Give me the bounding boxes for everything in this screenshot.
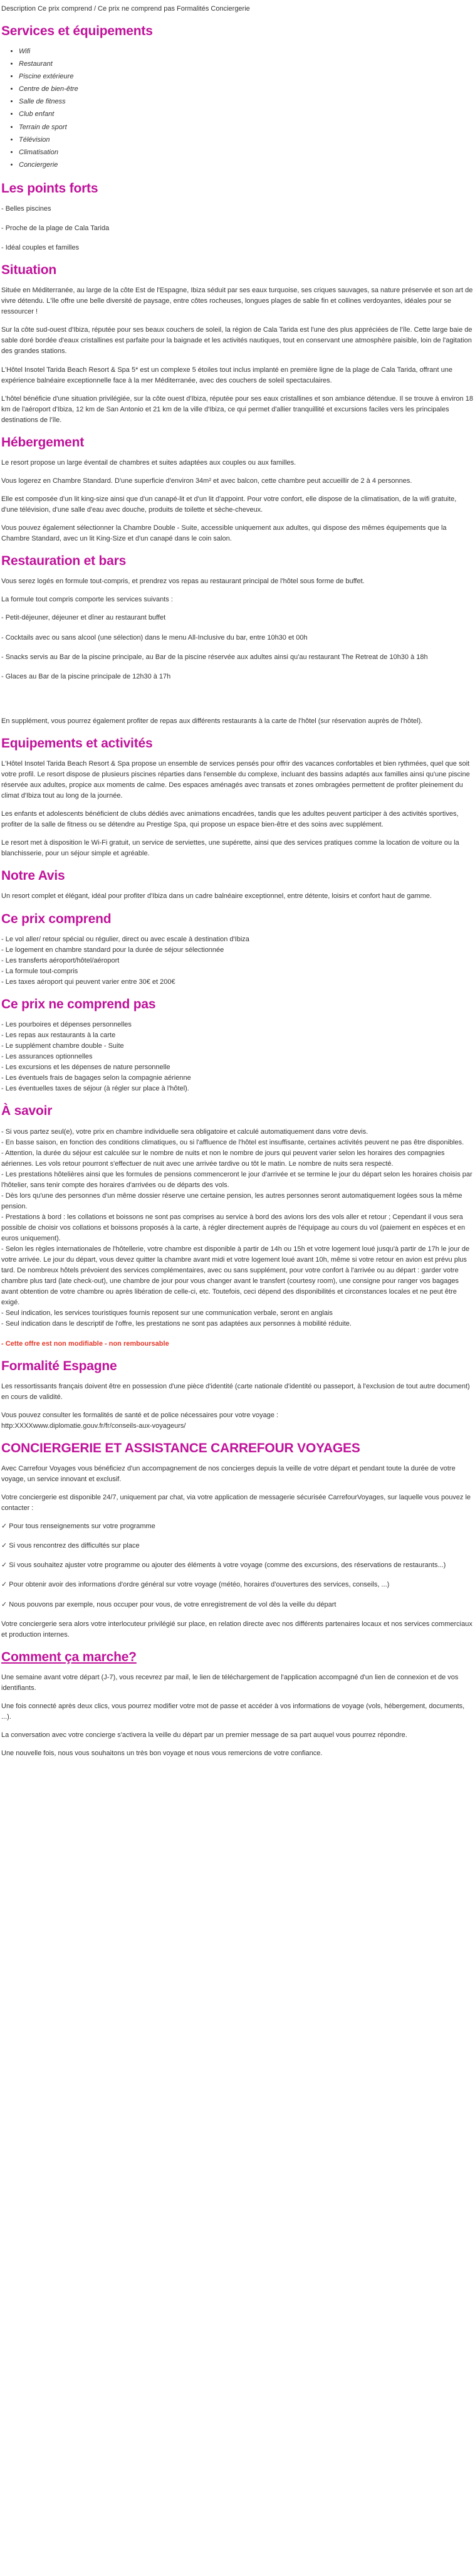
- list-item: • Piscine extérieure: [19, 71, 474, 82]
- services-title: Services et équipements: [1, 24, 153, 39]
- savoir-list: [1, 1127, 474, 1330]
- points-forts-title: Les points forts: [1, 181, 98, 196]
- list-item: • Club enfant: [19, 109, 474, 120]
- restauration-paragraph: La formule tout compris comporte les services suivants :: [1, 596, 173, 604]
- list-item: - Les prestations hôtelières ainsi que les formules de pensions commenceront le jour d'arrivée et se termine le jour du départ selon les horaires choisis par l'hôtelier, sans tenir compte des horaires d'arrivées ou de départs des vols.: [1, 1170, 472, 1189]
- list-item: - Le supplément chambre double - Suite: [1, 1042, 124, 1050]
- list-item: ✓ Nous pouvons par exemple, nous occuper pour vous, de votre enregistrement de vol dès la veille du départ: [1, 1600, 337, 1608]
- activites-title: Equipements et activités: [1, 736, 153, 751]
- list-item: ✓ Si vous rencontrez des difficultés sur place: [1, 1542, 140, 1550]
- list-item: • Conciergerie: [19, 160, 474, 171]
- list-item: - Cocktails avec ou sans alcool (une sélection) dans le menu All-Inclusive du bar, entre 10h30 et 00h: [1, 633, 308, 641]
- situation-title: Situation: [1, 263, 57, 278]
- hebergement-paragraph: Le resort propose un large éventail de chambres et suites adaptées aux couples ou aux familles.: [1, 458, 296, 467]
- services-list: [1, 46, 474, 170]
- list-item: - Attention, la durée du séjour est calculée sur le nombre de nuits et non le nombre de jours qui peuvent varier selon les horaires des compagnies aériennes. Les vols retour pourront s'effectuer de nuit avec une arrivée tardive ou tôt le matin. Le nombre de nuits sera respecté.: [1, 1149, 445, 1168]
- list-item: • Climatisation: [19, 147, 474, 158]
- non-refundable-warning: - Cette offre est non modifiable - non remboursable: [1, 1339, 169, 1348]
- formalite-title: Formalité Espagne: [1, 1358, 117, 1373]
- conciergerie-paragraph: Votre conciergerie est disponible 24/7, uniquement par chat, via votre application de messagerie sécurisée CarrefourVoyages, sur laquelle vous pouvez le contacter :: [1, 1494, 471, 1512]
- list-item: - Le vol aller/ retour spécial ou régulier, direct ou avec escale à destination d'Ibiza: [1, 935, 249, 943]
- list-item: • Restaurant: [19, 59, 474, 70]
- list-item: - Les excursions et les dépenses de nature personnelle: [1, 1064, 170, 1072]
- situation-paragraph: Située en Méditerranée, au large de la côte Est de l'Espagne, Ibiza séduit par ses eaux turquoise, ses criques sauvages, sa nature préservée et son art de vivre détendu. L'île offre une belle diversité de paysage, entre côtes rocheuses, longues plages de sable fin et collines verdoyantes, idéales pour se ressourcer !: [1, 287, 473, 316]
- activites-paragraph: Les enfants et adolescents bénéficient de clubs dédiés avec animations encadrées, tandis que les adultes peuvent participer à des activités sportives, profiter de la salle de fitness ou se détendre au Prestige Spa, qui propose un espace bien-être et des soins avec supplément.: [1, 810, 459, 829]
- comment-title: Comment ça marche?: [1, 1649, 137, 1664]
- list-item: - En basse saison, en fonction des conditions climatiques, ou si l'affluence de l'hôtel est insuffisante, certaines activités peuvent ne pas être disponibles.: [1, 1138, 464, 1146]
- conciergerie-paragraph: Avec Carrefour Voyages vous bénéficiez d'un accompagnement de nos concierges depuis la veille de votre départ et pendant toute la durée de votre voyage, un service innovant et exclusif.: [1, 1465, 456, 1484]
- hebergement-paragraph: Vous pouvez également sélectionner la Chambre Double - Suite, accessible uniquement aux adultes, qui dispose des mêmes équipements que la Chambre Standard, avec un lit King-Size et d'un canapé dans le coin salon.: [1, 524, 447, 543]
- spacer: [1, 691, 474, 716]
- list-item: • Terrain de sport: [19, 122, 474, 133]
- list-item: • Wifi: [19, 46, 474, 57]
- conciergerie-paragraph: Votre conciergerie sera alors votre interlocuteur privilégié sur place, en relation directe avec nos différents partenaires locaux et nos services commerciaux et production internes.: [1, 1620, 472, 1639]
- list-item: - Les pourboires et dépenses personnelles: [1, 1021, 132, 1029]
- list-item: - Idéal couples et familles: [1, 243, 80, 251]
- list-item: ✓ Si vous souhaitez ajuster votre programme ou ajouter des éléments à votre voyage (comme des excursions, des réservations de restaurants...): [1, 1561, 446, 1570]
- list-item: - Snacks servis au Bar de la piscine principale, au Bar de la piscine réservée aux adultes ainsi qu'au restaurant The Retreat de 10h30 à 18h: [1, 653, 428, 661]
- situation-paragraph: Sur la côte sud-ouest d'Ibiza, réputée pour ses beaux couchers de soleil, la région de Cala Tarida est l'une des plus appréciées de l'île. Cette large baie de sable doré bordée d'eaux cristallines est parfaite pour la baignade et les activités nautiques, tout en conservant une atmosphère paisible, loin de l'agitation des grandes stations.: [1, 326, 472, 356]
- comment-paragraph: Une nouvelle fois, nous vous souhaitons un très bon voyage et nous vous remercions de votre confiance.: [1, 1750, 323, 1758]
- avis-paragraph: Un resort complet et élégant, idéal pour profiter d'Ibiza dans un cadre balnéaire exceptionnel, entre détente, loisirs et confort haut de gamme.: [1, 892, 432, 900]
- list-item: - Les éventuelles taxes de séjour (à régler sur place à l'hôtel).: [1, 1085, 189, 1093]
- list-item: - Les taxes aéroport qui peuvent varier entre 30€ et 200€: [1, 978, 175, 986]
- list-item: - Seul indication dans le descriptif de l'offre, les prestations ne sont pas adaptées aux personnes à mobilité réduite.: [1, 1320, 352, 1328]
- savoir-title: À savoir: [1, 1104, 53, 1119]
- hebergement-paragraph: Elle est composée d'un lit king-size ainsi que d'un canapé-lit et d'un lit d'appoint. Pour votre confort, elle dispose de la climatisation, de la wifi gratuite, d'une télévision, d'une salle d'eau avec douche, produits de toilette et sèche-cheveux.: [1, 495, 457, 514]
- list-item: ✓ Pour obtenir avoir des informations d'ordre général sur votre voyage (météo, horaires d'ouvertures des services, conseils, ...): [1, 1581, 390, 1589]
- comment-paragraph: Une fois connecté après deux clics, vous pourrez modifier votre mot de passe et accéder à vos informations de voyage (vols, hébergement, documents, ...).: [1, 1702, 465, 1721]
- list-item: ✓ Pour tous renseignements sur votre programme: [1, 1523, 155, 1531]
- list-item: - Les repas aux restaurants à la carte: [1, 1032, 116, 1040]
- activites-paragraph: Le resort met à disposition le Wi-Fi gratuit, un service de serviettes, une supérette, ainsi que des services pratiques comme la location de voiture ou la blanchisserie, pour un séjour simple et agréable.: [1, 839, 459, 858]
- ne-comprend-title: Ce prix ne comprend pas: [1, 996, 156, 1011]
- list-item: - Dès lors qu'une des personnes d'un même dossier réserve une certaine pension, les autres personnes seront automatiquement logées sous la même pension.: [1, 1191, 462, 1210]
- list-item: - La formule tout-compris: [1, 967, 78, 975]
- activites-paragraph: L'Hôtel Insotel Tarida Beach Resort & Spa propose un ensemble de services pensés pour offrir des vacances confortables et bien rythmées, quel que soit votre profil. Le resort dispose de plusieurs piscines réparties dans l'ensemble du complexe, incluant des bassins adaptés aux familles ainsi qu'une piscine réservée aux adultes, propice aux moments de calme. Des espaces aménagés avec transats et zones ombragées permettent de profiter pleinement du climat d'Ibiza tout au long de la journée.: [1, 759, 470, 800]
- list-item: - Proche de la plage de Cala Tarida: [1, 224, 110, 232]
- list-item: - Belles piscines: [1, 204, 51, 213]
- list-item: - Seul indication, les services touristiques fournis reposent sur une communication verbale, seront en anglais: [1, 1309, 333, 1317]
- comment-paragraph: La conversation avec votre concierge s'activera la veille du départ par un premier message de sa part auquel vous pourrez répondre.: [1, 1731, 407, 1739]
- breadcrumb: Description Ce prix comprend / Ce prix ne comprend pas Formalités Conciergerie: [1, 5, 250, 13]
- avis-title: Notre Avis: [1, 868, 65, 884]
- list-item: - Prestations à bord : les collations et boissons ne sont pas comprises au service à bord des avions lors des vols aller et retour ; Cependant il vous sera possible de choisir vos collations et boissons proposés à la carte, à régler directement auprès de l'équipage au cours du vol (paiement en espèces et en euros uniquement).: [1, 1213, 466, 1243]
- hebergement-title: Hébergement: [1, 435, 85, 450]
- list-item: - Les assurances optionnelles: [1, 1053, 93, 1061]
- restauration-title: Restauration et bars: [1, 554, 127, 569]
- situation-paragraph: L'Hôtel Insotel Tarida Beach Resort & Spa 5* est un complexe 5 étoiles tout inclus implanté en première ligne de la plage de Cala Tarida, offrant une expérience balnéaire exceptionnelle face à la mer Méditerranée, avec des couchers de soleil spectaculaires.: [1, 366, 452, 384]
- list-item: - Les éventuels frais de bagages selon la compagnie aérienne: [1, 1074, 191, 1082]
- restauration-paragraph: En supplément, vous pourrez également profiter de repas aux différents restaurants à la carte de l'hôtel (sur réservation auprès de l'hôtel).: [1, 717, 423, 725]
- list-item: • Centre de bien-être: [19, 84, 474, 95]
- list-item: - Petit-déjeuner, déjeuner et dîner au restaurant buffet: [1, 614, 166, 622]
- situation-paragraph: L'hôtel bénéficie d'une situation privilégiée, sur la côte ouest d'Ibiza, réputée pour ses eaux cristallines et son ambiance détendue. Il se trouve à environ 18 km de l'aéroport d'Ibiza, 12 km de San Antonio et 21 km de la ville d'Ibiza, ce qui permet d'allier tranquillité et excursions faciles vers les principales destinations de l'île.: [1, 394, 473, 424]
- formalite-paragraph: Vous pouvez consulter les formalités de santé et de police nécessaires pour votre voyage :: [1, 1411, 279, 1419]
- restauration-paragraph: Vous serez logés en formule tout-compris, et prendrez vos repas au restaurant principal de l'hôtel sous forme de buffet.: [1, 578, 365, 586]
- list-item: - Selon les règles internationales de l'hôtellerie, votre chambre est disponible à partir de 14h ou 15h et votre logement loué jusqu'à partir de 17h le jour de votre arrivée. Le jour du départ, vous devez quitter la chambre avant midi et votre logement loué avant 10h, même si votre retour en avion est prévu plus tard. De nombreux hôtels prévoient des services complémentaires, avec ou sans supplément, pour votre confort à l'arrivée ou au départ : garder votre chambre plus tard (late check-out), une chambre de jour pour vous changer avant le transfert (courtesy room), une consigne pour ranger vos bagages avant obtention de votre chambre ou après libération de celle-ci, etc. Toutefois, ceci dépend des disponibilités et circonstances locales et ne peut être exigé.: [1, 1245, 470, 1307]
- comprend-list: [1, 934, 474, 988]
- list-item: - Glaces au Bar de la piscine principale de 12h30 à 17h: [1, 672, 171, 680]
- ne-comprend-list: [1, 1020, 474, 1094]
- list-item: • Salle de fitness: [19, 97, 474, 107]
- conciergerie-title: CONCIERGERIE ET ASSISTANCE CARREFOUR VOYAGES: [1, 1440, 360, 1455]
- comprend-title: Ce prix comprend: [1, 911, 112, 926]
- list-item: - Le logement en chambre standard pour la durée de séjour sélectionnée: [1, 946, 224, 954]
- list-item: - Si vous partez seul(e), votre prix en chambre individuelle sera obligatoire et calculé automatiquement dans votre devis.: [1, 1127, 368, 1136]
- list-item: • Télévision: [19, 135, 474, 145]
- hebergement-paragraph: Vous logerez en Chambre Standard. D'une superficie d'environ 34m² et avec balcon, cette chambre peut accueillir de 2 à 4 personnes.: [1, 477, 412, 485]
- comment-paragraph: Une semaine avant votre départ (J-7), vous recevrez par mail, le lien de téléchargement de l'application accompagné d'un lien de connexion et de vos identifiants.: [1, 1673, 459, 1692]
- list-item: - Les transferts aéroport/hôtel/aéroport: [1, 956, 120, 964]
- formalite-link[interactable]: http:XXXXwww.diplomatie.gouv.fr/fr/conseils-aux-voyageurs/: [1, 1422, 186, 1430]
- formalite-paragraph: Les ressortissants français doivent être en possession d'une pièce d'identité (carte nationale d'identité ou passeport, à l'exclusion de tout autre document) en cours de validité.: [1, 1382, 470, 1401]
